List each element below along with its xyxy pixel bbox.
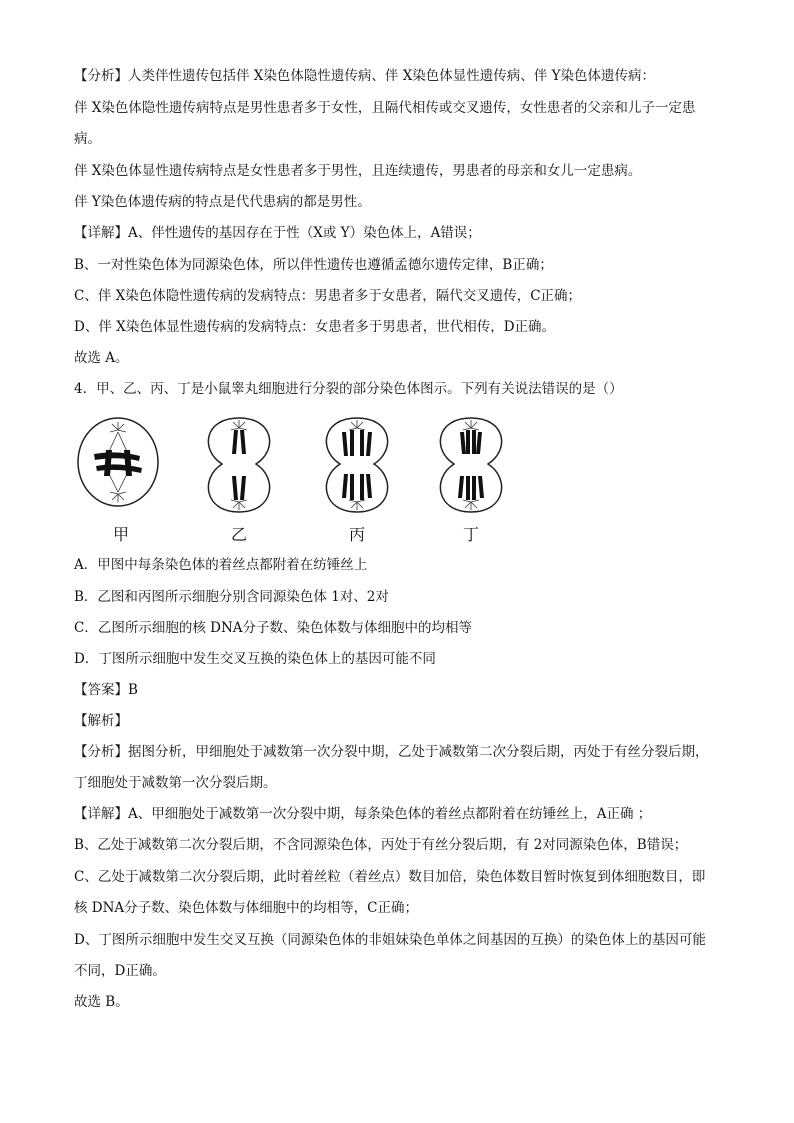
question-4-stem: 4．甲、乙、丙、丁是小鼠睾丸细胞进行分裂的部分染色体图示。下列有关说法错误的是（）	[74, 381, 623, 397]
answer-label: 【答案】B	[74, 682, 138, 698]
analysis-q4-line-2: 丁细胞处于减数第一次分裂后期。	[74, 775, 277, 791]
analysis-line-3: 病。	[74, 131, 101, 147]
detail-q4-d-1: D、丁图所示细胞中发生交叉互换（同源染色体的非姐妹染色单体之间基因的互换）的染色体上的基因可能	[74, 932, 706, 948]
analysis-line-5: 伴 Y染色体遗传病的特点是代代患病的都是男性。	[74, 194, 371, 210]
detail-line-a: 【详解】A、伴性遗传的基因存在于性（X或 Y）染色体上，A错误；	[74, 225, 481, 241]
cell-jia-drawing	[76, 410, 166, 520]
option-d: D．丁图所示细胞中发生交叉互换的染色体上的基因可能不同	[74, 651, 436, 667]
analysis-q4-line-1: 【分析】据图分析，甲细胞处于减数第一次分裂中期，乙处于减数第二次分裂后期，丙处于有丝分裂后期，	[74, 744, 709, 760]
cell-bing-drawing	[312, 410, 402, 520]
option-c: C．乙图所示细胞的核 DNA分子数、染色体数与体细胞中的均相等	[74, 620, 473, 636]
analysis-line-2: 伴 X染色体隐性遗传病特点是男性患者多于女性，且隔代相传或交叉遗传，女性患者的父亲和儿子一定患	[74, 100, 696, 116]
cell-yi-drawing	[194, 410, 284, 520]
detail-q4-d-2: 不同，D正确。	[74, 963, 166, 979]
detail-line-d: D、伴 X染色体显性遗传病的发病特点：女患者多于男患者，世代相传，D正确。	[74, 319, 556, 335]
cell-division-figure	[76, 410, 516, 550]
detail-q4-c-2: 核 DNA分子数、染色体数与体细胞中的均相等，C正确；	[74, 900, 419, 916]
cell-label-bing: 丙	[348, 525, 365, 544]
final-answer-line: 故选 B。	[74, 994, 129, 1010]
detail-line-b: B、一对性染色体为同源染色体，所以伴性遗传也遵循孟德尔遗传定律，B正确；	[74, 257, 553, 273]
cell-bing	[312, 410, 402, 550]
option-a: A．甲图中每条染色体的着丝点都附着在纺锤丝上	[74, 557, 368, 573]
cell-label-ding: 丁	[462, 525, 479, 544]
detail-q4-c-1: C、乙处于减数第二次分裂后期，此时着丝粒（着丝点）数目加倍，染色体数目暂时恢复到体细胞数目，即	[74, 869, 706, 885]
explanation-heading: 【解析】	[74, 713, 128, 729]
analysis-line-1: 【分析】人类伴性遗传包括伴 X染色体隐性遗传病、伴 X染色体显性遗传病、伴 Y染色体遗传病：	[74, 68, 656, 84]
cell-label-yi: 乙	[230, 525, 247, 544]
cell-ding	[426, 410, 516, 550]
answer-line: 故选 A。	[74, 350, 129, 366]
option-b: B．乙图和丙图所示细胞分别含同源染色体 1对、2对	[74, 589, 389, 605]
detail-q4-b: B、乙处于减数第二次分裂后期，不含同源染色体，丙处于有丝分裂后期，有 2对同源染色体，B错误；	[74, 837, 688, 853]
cell-label-jia: 甲	[112, 525, 129, 544]
cell-jia	[76, 410, 166, 550]
cell-ding-drawing	[426, 410, 516, 520]
analysis-line-4: 伴 X染色体显性遗传病特点是女性患者多于男性，且连续遗传，男患者的母亲和女儿一定患病。	[74, 163, 642, 179]
cell-yi	[194, 410, 284, 550]
detail-q4-a: 【详解】A、甲细胞处于减数第一次分裂中期，每条染色体的着丝点都附着在纺锤丝上，A正确 ；	[74, 806, 652, 822]
detail-line-c: C、伴 X染色体隐性遗传病的发病特点：男患者多于女患者，隔代交叉遗传，C正确；	[74, 288, 582, 304]
